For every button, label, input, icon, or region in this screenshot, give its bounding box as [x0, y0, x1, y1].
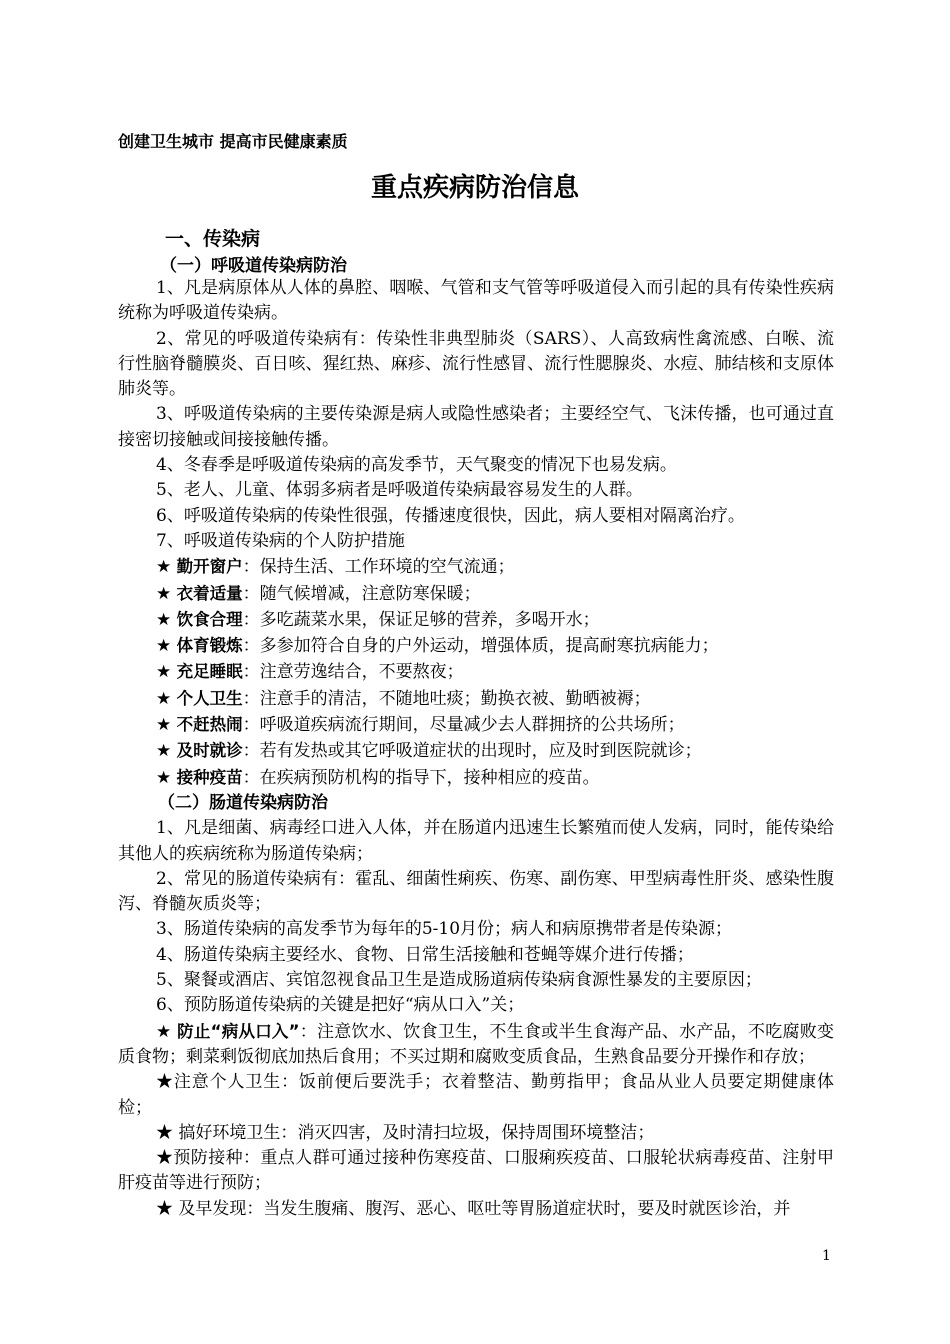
star-icon: ★	[156, 1148, 174, 1169]
measure-text: ：呼吸道疾病流行期间，尽量减少去人群拥挤的公共场所；	[242, 715, 685, 736]
measure-text: 预防接种：重点人群可通过接种伤寒疫苗、口服痢疾疫苗、口服轮状病毒疫苗、注射甲肝疫苗等进行预防；	[118, 1148, 835, 1194]
document-body	[118, 276, 834, 1222]
star-icon: ★	[156, 1021, 178, 1042]
measure-label: 体育锻炼	[176, 636, 243, 656]
measure-text: ：注意劳逸结合，不要熬夜；	[242, 662, 464, 683]
measure-label: 防止“病从口入”	[177, 1021, 300, 1041]
star-icon: ★	[156, 715, 177, 736]
measure-text: ：多吃蔬菜水果，保证足够的营养，多喝开水；	[242, 609, 600, 630]
star-icon: ★	[156, 583, 177, 604]
measure-label: 个人卫生	[176, 688, 243, 708]
measure-text: ：保持生活、工作环境的空气流通；	[242, 557, 515, 578]
page-number: 1	[822, 1248, 831, 1264]
measure-text: ：注意手的清洁，不随地吐痰；勤换衣被、勤晒被褥；	[242, 688, 651, 709]
paragraph: 4、冬春季是呼吸道传染病的高发季节，天气聚变的情况下也易发病。	[156, 455, 677, 476]
paragraph: 5、聚餐或酒店、宾馆忽视食品卫生是造成肠道病传染病食源性暴发的主要原因；	[156, 970, 762, 991]
paragraph: 1、凡是细菌、病毒经口进入人体，并在肠道内迅速生长繁殖而使人发病，同时，能传染给其他人的疾病统称为肠道传染病；	[118, 818, 834, 864]
measure-text: 搞好环境卫生：消灭四害，及时清扫垃圾，保持周围环境整洁；	[178, 1122, 655, 1143]
measure-item	[118, 581, 834, 607]
measure-item	[118, 1070, 834, 1121]
measure-text: ：多参加符合自身的户外运动，增强体质，提高耐寒抗病能力；	[242, 636, 719, 657]
paragraph: 7、呼吸道传染病的个人防护措施	[156, 530, 405, 551]
measure-label: 不赶热闹	[176, 715, 243, 735]
measure-item	[118, 686, 834, 712]
measure-item	[118, 1019, 834, 1071]
measure-item	[118, 1146, 834, 1197]
paragraph: 6、呼吸道传染病的传染性很强，传播速度很快，因此，病人要相对隔离治疗。	[156, 505, 745, 526]
star-icon: ★	[156, 1198, 179, 1219]
paragraph: 2、常见的呼吸道传染病有：传染性非典型肺炎（SARS）、人高致病性禽流感、白喉、流行性脑脊髓膜炎、百日咳、猩红热、麻疹、流行性感冒、流行性腮腺炎、水痘、肺结核和支原体肺炎等。	[118, 328, 834, 400]
measure-label: 接种疫苗	[176, 767, 243, 787]
measure-label: 勤开窗户	[176, 557, 243, 577]
star-icon: ★	[156, 688, 177, 709]
measure-text: ：在疾病预防机构的指导下，接种相应的疫苗。	[242, 767, 600, 788]
paragraph: 2、常见的肠道传染病有：霍乱、细菌性痢疾、伤寒、副伤寒、甲型病毒性肝炎、感染性腹泻、脊髓灰质炎等；	[118, 868, 834, 915]
measure-text: ：若有发热或其它呼吸道症状的出现时，应及时到医院就诊；	[242, 741, 702, 762]
measure-item	[118, 554, 834, 580]
star-icon: ★	[156, 741, 177, 762]
star-icon: ★	[156, 557, 177, 578]
heading-infectious-disease: 一、传染病	[165, 228, 261, 250]
measure-label: 衣着适量	[176, 583, 243, 603]
measure-text: ：随气候增减，注意防寒保暖；	[242, 583, 481, 604]
paragraph: 3、肠道传染病的高发季节为每年的5-10月份；病人和病原携带者是传染源；	[156, 919, 733, 940]
measure-text: ：注意饮水、饮食卫生，不生食或半生食海产品、水产品，不吃腐败变质食物；剩菜剩饭彻底加热后食用；不买过期和腐败变质食品，生熟食品要分开操作和存放；	[118, 1021, 835, 1067]
measure-label: 饮食合理	[176, 609, 243, 629]
paragraph: 1、凡是病原体从人体的鼻腔、咽喉、气管和支气管等呼吸道侵入而引起的具有传染性疾病统称为呼吸道传染病。	[118, 278, 834, 324]
paragraph: 3、呼吸道传染病的主要传染源是病人或隐性感染者；主要经空气、飞沫传播，也可通过直接密切接触或间接接触传播。	[118, 404, 834, 450]
page-title: 重点疾病防治信息	[370, 173, 579, 203]
measure-text: 及早发现：当发生腹痛、腹泻、恶心、呕吐等胃肠道症状时，要及时就医诊治，并	[178, 1198, 791, 1219]
slogan: 创建卫生城市 提高市民健康素质	[118, 132, 348, 151]
measure-item	[118, 659, 834, 685]
paragraph: 5、老人、儿童、体弱多病者是呼吸道传染病最容易发生的人群。	[156, 480, 643, 501]
measure-label: 及时就诊	[176, 741, 243, 761]
star-icon: ★	[156, 636, 177, 657]
measure-text: 注意个人卫生：饭前便后要洗手；衣着整洁、勤剪指甲；食品从业人员要定期健康体检；	[118, 1072, 835, 1118]
star-icon: ★	[156, 1122, 179, 1143]
star-icon: ★	[156, 767, 177, 788]
measure-item	[118, 712, 834, 738]
section-heading-respiratory: （一）呼吸道传染病防治	[160, 256, 347, 276]
section-heading-intestinal: （二）肠道传染病防治	[158, 792, 328, 813]
measure-item	[118, 633, 834, 659]
measure-item	[118, 738, 834, 764]
paragraph: 6、预防肠道传染病的关键是把好“病从口入”关；	[156, 995, 525, 1016]
measure-item	[118, 607, 834, 633]
star-icon: ★	[156, 662, 177, 683]
measure-item	[118, 1121, 834, 1146]
measure-label: 充足睡眠	[176, 662, 243, 682]
paragraph: 4、肠道传染病主要经水、食物、日常生活接触和苍蝇等媒介进行传播；	[156, 944, 694, 965]
measure-item	[118, 1197, 834, 1222]
measure-item	[118, 765, 834, 791]
star-icon: ★	[156, 609, 177, 630]
star-icon: ★	[156, 1072, 174, 1093]
